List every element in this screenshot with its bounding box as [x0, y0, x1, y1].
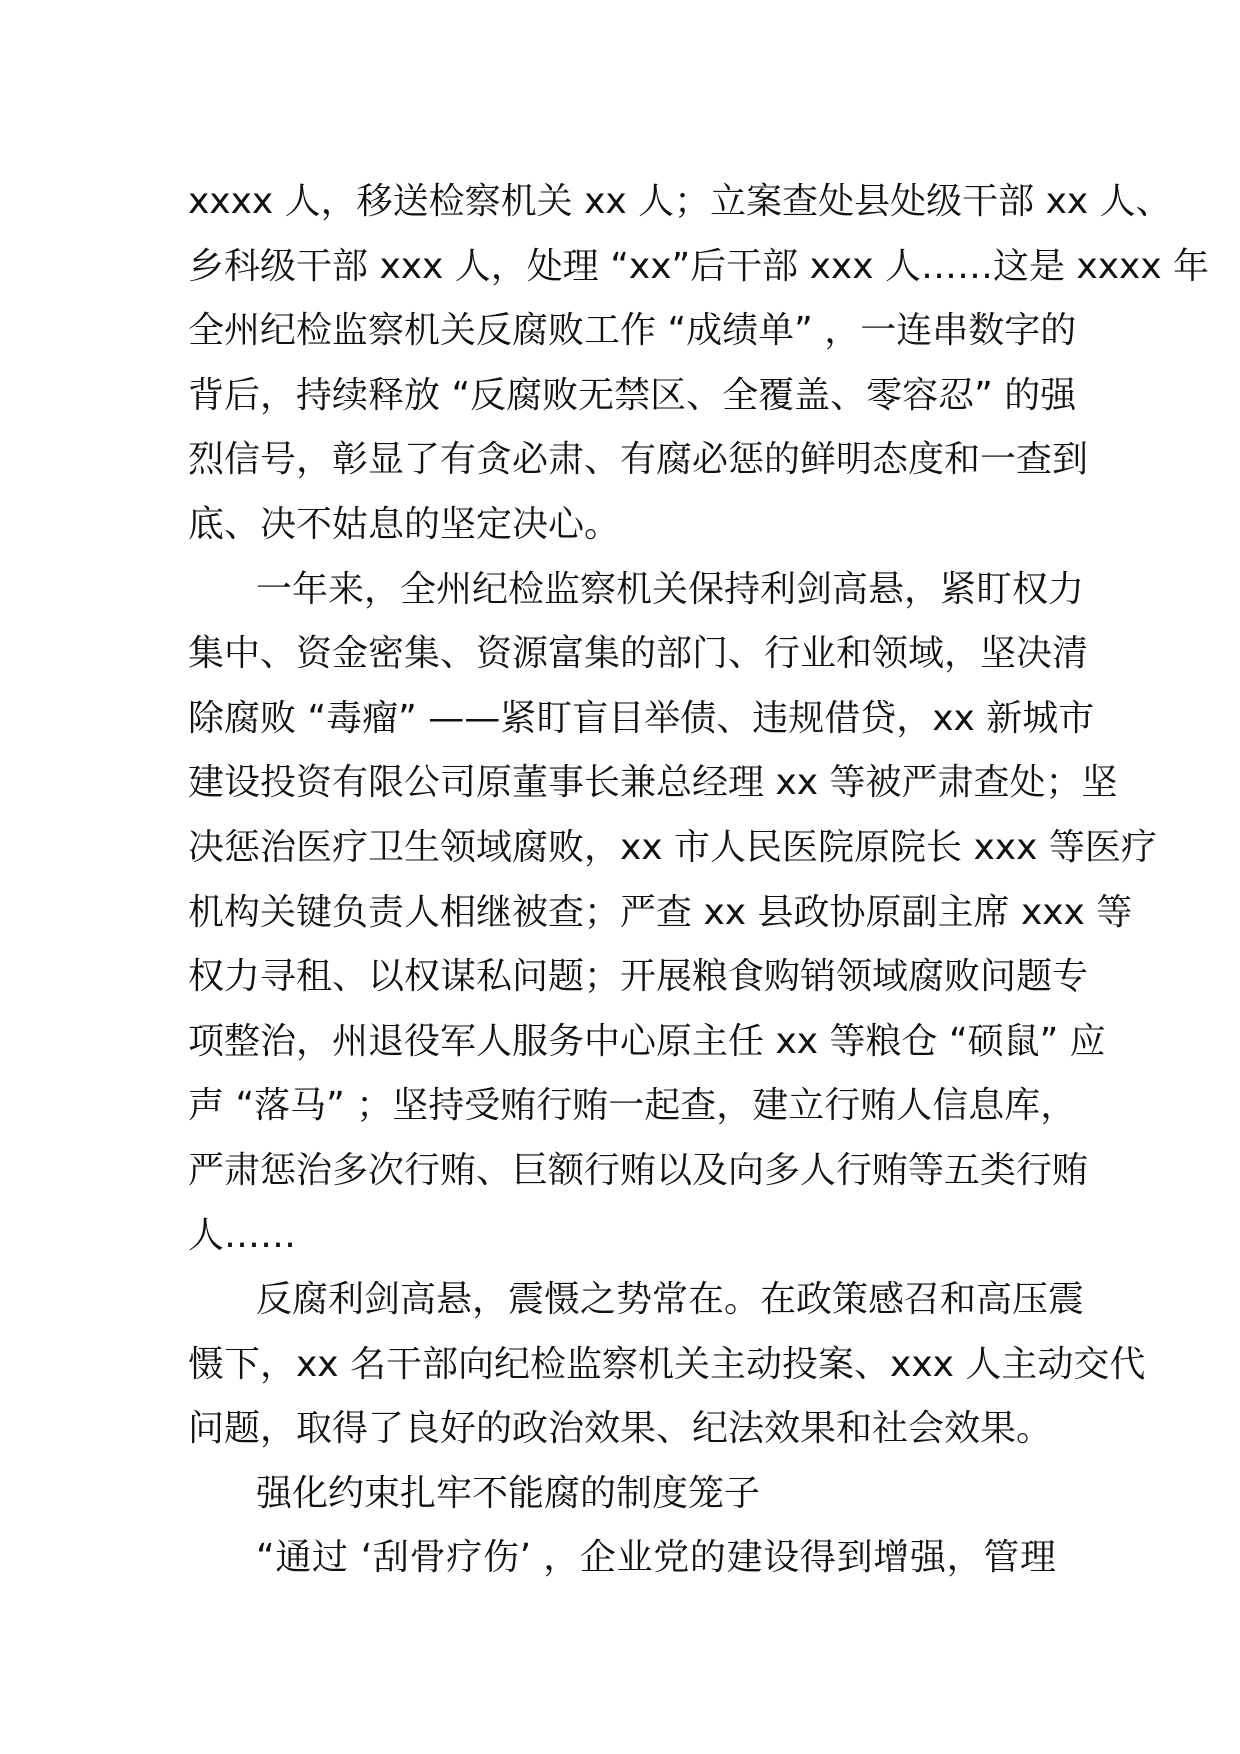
paragraph-5: [188, 1526, 1056, 1591]
text-line: 集中、资金密集、资源富集的部门、行业和领域，坚决清: [188, 633, 1089, 675]
text-line: 一年来，全州纪检监察机关保持利剑高悬，紧盯权力: [256, 568, 1085, 610]
text-line: 严肃惩治多次行贿、巨额行贿以及向多人行贿等五类行贿: [188, 1149, 1089, 1191]
text-line: “通过 ‘刮骨疗伤’ ，企业党的建设得到增强，管理: [256, 1537, 1056, 1579]
text-line: 声 “落马” ；坚持受贿行贿一起查，建立行贿人信息库，: [188, 1085, 1077, 1127]
text-line: 除腐败 “毒瘤” ——紧盯盲目举债、违规借贷，xx 新城市: [188, 697, 1095, 739]
paragraph-1: [188, 170, 1210, 558]
paragraph-3: [188, 1268, 1146, 1462]
text-line: 机构关键负责人相继被查；严查 xx 县政协原副主席 xxx 等: [188, 891, 1133, 933]
text-line: 底、决不姑息的坚定决心。: [188, 503, 621, 545]
document-page: [188, 170, 1210, 1591]
text-line: 问题，取得了良好的政治效果、纪法效果和社会效果。: [188, 1408, 1053, 1450]
text-line: 建设投资有限公司原董事长兼总经理 xx 等被严肃查处；坚: [188, 762, 1118, 804]
text-line: 背后，持续释放 “反腐败无禁区、全覆盖、零容忍” 的强: [188, 374, 1077, 416]
section-heading: [188, 1462, 1056, 1527]
text-line: 决惩治医疗卫生领域腐败，xx 市人民医院原院长 xxx 等医疗: [188, 826, 1157, 868]
text-line: 乡科级干部 xxx 人，处理 “xx”后干部 xxx 人……这是 xxxx 年: [188, 245, 1210, 287]
text-line: 权力寻租、以权谋私问题；开展粮食购销领域腐败问题专: [188, 956, 1089, 998]
text-line: 人……: [188, 1214, 297, 1256]
text-line: 慑下，xx 名干部向纪检监察机关主动投案、xxx 人主动交代: [188, 1343, 1146, 1385]
paragraph-2: [188, 558, 1157, 1269]
text-line: 烈信号，彰显了有贪必肃、有腐必惩的鲜明态度和一查到: [188, 439, 1089, 481]
text-line: 反腐利剑高悬，震慑之势常在。在政策感召和高压震: [256, 1279, 1085, 1321]
text-line: 全州纪检监察机关反腐败工作 “成绩单” ，一连串数字的: [188, 310, 1077, 352]
text-line: xxxx 人，移送检察机关 xx 人；立案查处县处级干部 xx 人、: [188, 181, 1172, 222]
text-line: 强化约束扎牢不能腐的制度笼子: [256, 1472, 761, 1514]
text-line: 项整治，州退役军人服务中心原主任 xx 等粮仓 “硕鼠” 应: [188, 1020, 1106, 1062]
